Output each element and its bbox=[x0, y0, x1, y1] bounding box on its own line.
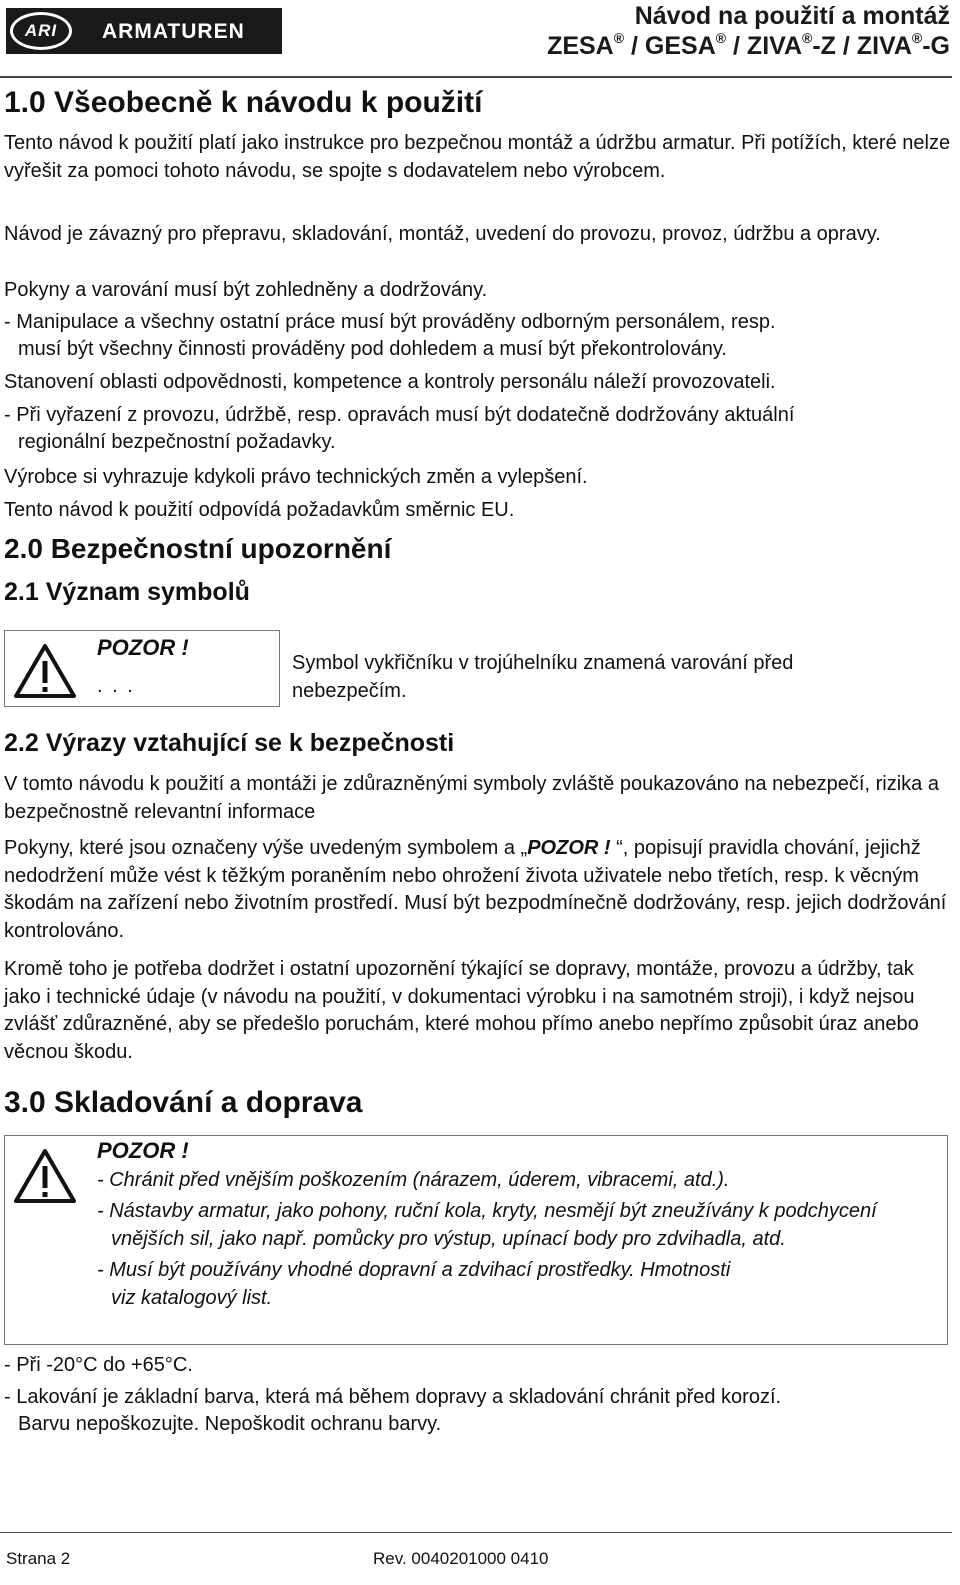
section-1-paragraph-8: Tento návod k použití odpovídá požadavkům směrnic EU. bbox=[4, 499, 515, 521]
warning-symbol-box bbox=[4, 630, 280, 707]
product-gesa: / GESA bbox=[624, 32, 716, 60]
registered-mark: ® bbox=[613, 30, 625, 46]
header-divider bbox=[0, 76, 952, 78]
registered-mark: ® bbox=[802, 30, 813, 46]
revision-number: Rev. 0040201000 0410 bbox=[373, 1549, 549, 1568]
document-title: Návod na použití a montáž bbox=[634, 2, 950, 30]
footer-divider bbox=[0, 1532, 952, 1533]
page-number: Strana 2 bbox=[6, 1549, 71, 1568]
section-1-item-1b: musí být všechny činnosti prováděny pod dohledem a musí být překontrolovány. bbox=[18, 338, 727, 360]
warning-label: POZOR ! bbox=[97, 1138, 189, 1163]
warning-item: - Nástavby armatur, jako pohony, ruční kola, kryty, nesmějí být zneužívány k podchycení vnějších sil, jako např. pomůcky pro výstup, upínací body pro zdvihadla, atd. bbox=[97, 1200, 877, 1250]
section-1-heading: 1.0 Všeobecně k návodu k použití bbox=[4, 86, 483, 119]
section-2-heading: 2.0 Bezpečnostní upozornění bbox=[4, 533, 392, 564]
warning-triangle-icon bbox=[13, 643, 77, 699]
section-2-paragraph-2 bbox=[4, 835, 952, 945]
section-1-paragraph-2: Návod je závazný pro přepravu, skladování, montáž, uvedení do provozu, provoz, údržbu a opravy. bbox=[4, 223, 881, 245]
section-1-item-1a: - Manipulace a všechny ostatní práce musí být prováděny odborným personálem, resp. bbox=[4, 311, 776, 333]
section-1-paragraph-5: Stanovení oblasti odpovědnosti, kompetence a kontroly personálu náleží provozovateli. bbox=[4, 371, 776, 393]
ari-logo-mark bbox=[10, 12, 72, 50]
section-3-heading: 3.0 Skladování a doprava bbox=[4, 1086, 363, 1119]
warning-list bbox=[97, 1166, 897, 1312]
registered-mark: ® bbox=[715, 30, 727, 46]
paragraph-2-intro: Pokyny, které jsou označeny výše uvedeným symbolem a „ bbox=[4, 837, 528, 859]
warning-item: - Chránit před vnějším poškozením (nárazem, úderem, vibracemi, atd.). bbox=[97, 1169, 730, 1191]
section-2-paragraph-3: Kromě toho je potřeba dodržet i ostatní upozornění týkající se dopravy, montáže, provozu a údržby, tak jako i technické údaje (v návodu na použití, v dokumentaci výrobku i na samotném stroji), i když nejsou zvlášť zdůrazněné, aby se předešlo poruchám, které mohou přímo anebo nepřímo způsobit úraz anebo věcnou škodu. bbox=[4, 958, 919, 1063]
product-ziva: / ZIVA bbox=[726, 32, 803, 60]
product-zesa: ZESA bbox=[547, 32, 614, 60]
section-1-paragraph-3: Pokyny a varování musí být zohledněny a dodržovány. bbox=[4, 279, 488, 301]
pozor-emphasis: POZOR ! bbox=[527, 837, 611, 859]
paint-item-line-2: Barvu nepoškozujte. Nepoškodit ochranu barvy. bbox=[18, 1413, 442, 1435]
warning-triangle-icon bbox=[13, 1148, 77, 1204]
storage-temperature-item: - Při -20°C do +65°C. bbox=[4, 1354, 193, 1376]
registered-mark: ® bbox=[911, 30, 923, 46]
product-ziva-z: -Z / ZIVA bbox=[812, 32, 912, 60]
paragraph-2-rest: “, popisují pravidla chování, jejichž nedodržení může vést k těžkým poraněním nebo ohrožení života uživatele nebo třetích, resp. k věcným škodám na zařízení nebo životním prostředí. Musí být bezpodmínečně dodržovány, resp. jejich dodržování kontrolováno. bbox=[4, 837, 947, 942]
logo-brand-text: ARMATUREN bbox=[102, 20, 245, 43]
warning-dots: . . . bbox=[97, 675, 135, 697]
ari-armaturen-logo bbox=[6, 8, 282, 54]
product-g-suffix: -G bbox=[922, 32, 950, 60]
product-names bbox=[547, 32, 950, 61]
paint-item-line-1: - Lakování je základní barva, která má během dopravy a skladování chránit před korozí. bbox=[4, 1386, 782, 1408]
section-2-2-heading: 2.2 Výrazy vztahující se k bezpečnosti bbox=[4, 729, 455, 757]
symbol-description: Symbol vykřičníku v trojúhelníku znamená varování před nebezpečím. bbox=[292, 652, 794, 702]
section-1-paragraph-7: Výrobce si vyhrazuje kdykoli právo technických změn a vylepšení. bbox=[4, 466, 588, 488]
warning-label: POZOR ! bbox=[97, 635, 189, 660]
section-1-item-2a: - Při vyřazení z provozu, údržbě, resp. opravách musí být dodatečně dodržovány aktuální bbox=[4, 404, 795, 426]
storage-warning-box bbox=[4, 1135, 948, 1345]
section-1-item-2b: regionální bezpečnostní požadavky. bbox=[18, 431, 336, 453]
warning-item: - Musí být používány vhodné dopravní a zdvihací prostředky. Hmotnosti viz katalogový list. bbox=[97, 1259, 731, 1309]
section-2-paragraph-1: V tomto návodu k použití a montáži je zdůrazněnými symboly zvláště poukazováno na nebezpečí, rizika a bezpečnostně relevantní informace bbox=[4, 773, 939, 823]
section-2-1-heading: 2.1 Význam symbolů bbox=[4, 578, 250, 606]
section-1-paragraph-1: Tento návod k použití platí jako instrukce pro bezpečnou montáž a údržbu armatur. Při potížích, které nelze vyřešit za pomoci tohoto návodu, se spojte s dodavatelem nebo výrobcem. bbox=[4, 132, 951, 182]
logo-mark-text: ARI bbox=[24, 21, 58, 40]
